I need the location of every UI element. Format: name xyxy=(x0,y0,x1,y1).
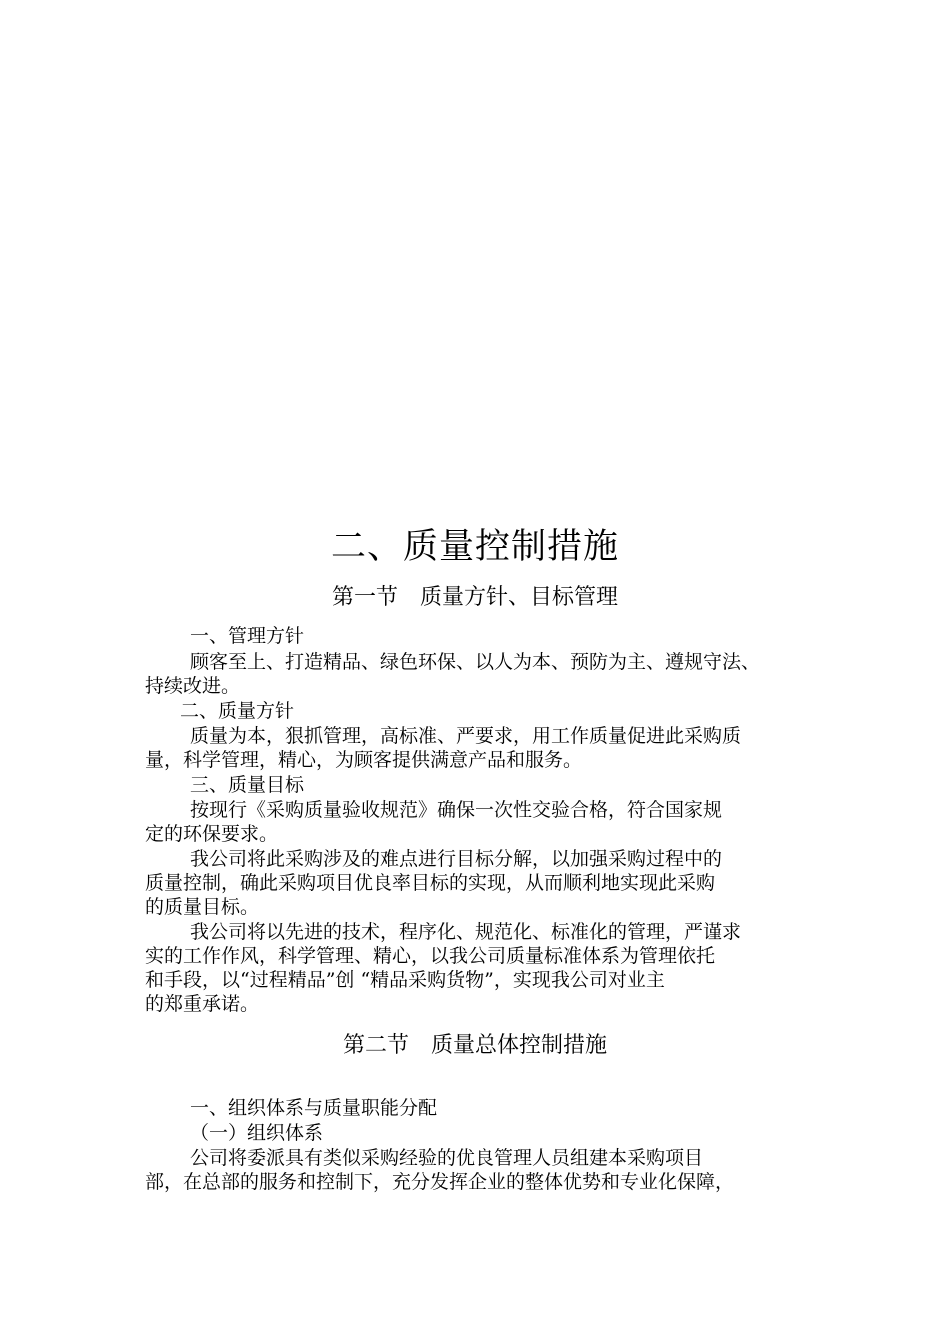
subheading-organization: 一、组织体系与质量职能分配 xyxy=(190,1097,438,1119)
paragraph-line: 公司将委派具有类似采购经验的优良管理人员组建本采购项目 xyxy=(190,1147,704,1169)
paragraph-line: 实的工作作风，科学管理、精心，以我公司质量标准体系为管理依托 xyxy=(145,945,716,967)
paragraph-line: 部，在总部的服务和控制下，充分发挥企业的整体优势和专业化保障， xyxy=(145,1171,735,1193)
paragraph-line: 质量控制，确此采购项目优良率目标的实现，从而顺利地实现此采购 xyxy=(145,872,716,894)
paragraph-line: 定的环保要求。 xyxy=(145,823,279,845)
paragraph-line: 我公司将此采购涉及的难点进行目标分解，以加强采购过程中的 xyxy=(190,848,723,870)
paragraph-line: 的郑重承诺。 xyxy=(145,993,260,1015)
document-title: 二、质量控制措施 xyxy=(330,527,619,567)
paragraph-line: 和手段，以“过程精品”创 “精品采购货物”，实现我公司对业主 xyxy=(145,969,665,991)
paragraph-line: 按现行《采购质量验收规范》确保一次性交验合格，符合国家规 xyxy=(190,799,723,821)
subheading-quality-policy: 二、质量方针 xyxy=(180,700,295,722)
paragraph-line: 量，科学管理，精心，为顾客提供满意产品和服务。 xyxy=(145,749,583,771)
paragraph-line: 质量为本，狠抓管理，高标准、严要求，用工作质量促进此采购质 xyxy=(190,725,742,747)
subheading-quality-target: 三、质量目标 xyxy=(190,774,305,796)
paragraph-line: 持续改进。 xyxy=(145,675,241,697)
subheading-management-policy: 一、管理方针 xyxy=(190,625,305,647)
paragraph-line: 顾客至上、打造精品、绿色环保、以人为本、预防为主、遵规守法、 xyxy=(190,651,761,673)
section-heading-2: 第二节 质量总体控制措施 xyxy=(342,1033,607,1058)
paragraph-line: 的质量目标。 xyxy=(145,896,260,918)
subheading-organization-system: （一）组织体系 xyxy=(190,1122,324,1144)
section-heading-1: 第一节 质量方针、目标管理 xyxy=(331,585,618,610)
paragraph-line: 我公司将以先进的技术，程序化、规范化、标准化的管理，严谨求 xyxy=(190,921,742,943)
